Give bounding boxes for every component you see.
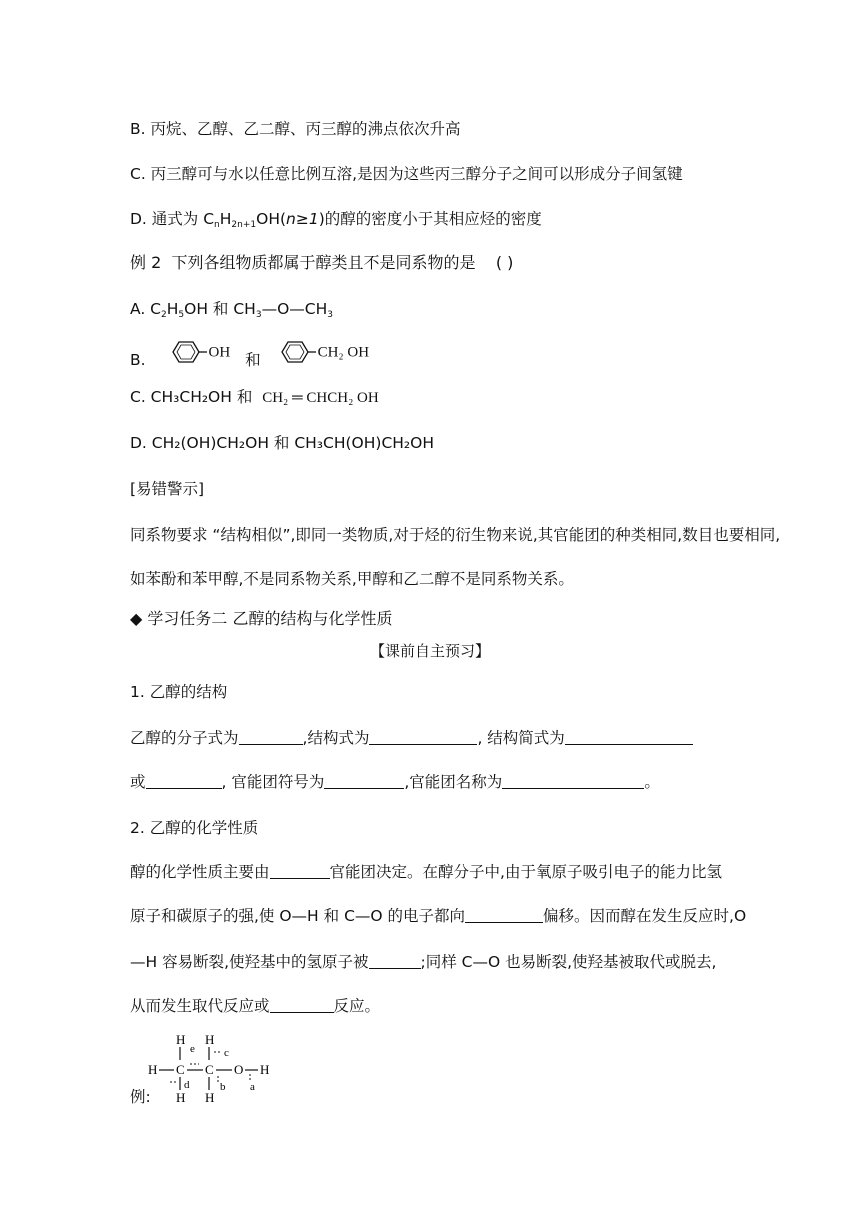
bond-label-b: b — [220, 1081, 226, 1093]
atom-h-bottom2: H — [205, 1090, 215, 1105]
example2-text: 下列各组物质都属于醇类且不是同系物的是 — [171, 253, 476, 272]
p2-a: 原子和碳原子的强,使 O—H 和 C—O 的电子都向 — [130, 907, 466, 925]
reaction-type-blank[interactable] — [270, 996, 334, 1013]
option-d-prefix: D. 通式为 C — [130, 210, 215, 228]
period: 。 — [644, 773, 660, 791]
p2-b: 偏移。因而醇在发生反应时,O — [543, 907, 747, 925]
opt-b-oh: OH — [208, 344, 231, 361]
functional-group-symbol-label: , 官能团符号为 — [221, 773, 325, 791]
option-d-h: H — [219, 210, 232, 228]
electron-shift-blank[interactable] — [465, 906, 543, 923]
option-d — [130, 208, 542, 236]
example2-option-c — [130, 386, 379, 409]
opt-a-oh: OH 和 CH — [184, 300, 256, 318]
bond-label-d: d — [184, 1079, 190, 1091]
opt-a-prefix: A. C — [130, 300, 162, 318]
opt-b-label: B. — [130, 350, 146, 369]
section1-title: 1. 乙醇的结构 — [130, 683, 228, 701]
functional-group-name-label: ,官能团名称为 — [404, 773, 503, 791]
atom-h-bottom1: H — [176, 1090, 186, 1105]
atom-c2: C — [205, 1062, 214, 1077]
condensed-formula-blank[interactable] — [565, 728, 693, 745]
functional-group-symbol-blank[interactable] — [324, 772, 404, 789]
condensed-formula-label: , 结构简式为 — [477, 729, 565, 747]
example2-label: 例 2 — [130, 253, 162, 272]
opt-b-ch2oh: CH₂ OH — [317, 344, 370, 361]
example2-option-b — [130, 336, 369, 370]
atom-h-top2: H — [205, 1032, 215, 1047]
or-label: 或 — [130, 773, 146, 791]
atom-h-right: H — [260, 1062, 270, 1077]
warning-line2: 如苯酚和苯甲醇,不是同系物关系,甲醇和乙二醇不是同系物关系。 — [130, 570, 574, 588]
atom-c1: C — [176, 1062, 185, 1077]
section2-p2 — [130, 905, 746, 927]
decisive-group-blank[interactable] — [270, 862, 330, 879]
p3-b: ;同样 C—O 也易断裂,使羟基被取代或脱去, — [420, 953, 717, 971]
opt-b-and: 和 — [245, 350, 261, 369]
structural-formula-blank[interactable] — [369, 728, 477, 745]
opt-c-formula: CH₂ ═ CHCH₂ OH — [262, 390, 379, 406]
p3-a: —H 容易断裂,使羟基中的氢原子被 — [130, 953, 369, 971]
p1-b: 官能团决定。在醇分子中,由于氧原子吸引电子的能力比氢 — [329, 863, 722, 881]
section1-row1 — [130, 727, 693, 749]
substitution-blank[interactable] — [369, 952, 421, 969]
option-d-sub: 2n+1 — [231, 220, 257, 230]
phenol-ring-icon — [165, 336, 209, 368]
example-label: 例: — [130, 1088, 151, 1106]
opt-a-h: H — [166, 300, 179, 318]
preview-heading: 【课前自主预习】 — [369, 642, 490, 660]
example2-question — [130, 252, 513, 274]
answer-paren: ( ) — [495, 253, 514, 272]
option-d-cond: n≥1 — [286, 210, 319, 228]
bond-label-e: e — [190, 1043, 195, 1055]
structural-formula-label: ,结构式为 — [302, 729, 370, 747]
bond-label-a: a — [250, 1081, 255, 1093]
molecular-formula-blank[interactable] — [239, 728, 303, 745]
section2-p3 — [130, 951, 716, 973]
bond-label-c: c — [224, 1047, 229, 1059]
example2-option-d: D. CH₂(OH)CH₂OH 和 CH₃CH(OH)CH₂OH — [130, 434, 434, 452]
p4-a: 从而发生取代反应或 — [130, 997, 270, 1015]
option-b: B. 丙烷、乙醇、乙二醇、丙三醇的沸点依次升高 — [130, 120, 461, 138]
section2-p4 — [130, 995, 380, 1017]
opt-c-text: C. CH₃CH₂OH 和 — [130, 388, 253, 406]
option-d-suffix: )的醇的密度小于其相应烃的密度 — [318, 210, 542, 228]
ethanol-bond-diagram — [144, 1030, 284, 1106]
p4-b: 反应。 — [333, 997, 381, 1015]
molecular-formula-label: 乙醇的分子式为 — [130, 729, 239, 747]
opt-a-ether: —O—CH — [261, 300, 328, 318]
atom-o: O — [234, 1062, 244, 1077]
alt-formula-blank[interactable] — [146, 772, 222, 789]
section2-p1 — [130, 861, 722, 883]
section1-row2 — [130, 771, 660, 793]
example2-option-a: A. $C_2H_5OH$ 和 $CH_3—O—CH_3$ — [130, 300, 333, 320]
p1-a: 醇的化学性质主要由 — [130, 863, 270, 881]
option-d-sub-n: n — [214, 220, 220, 230]
warning-line1: 同系物要求 “结构相似”,即同一类物质,对于烃的衍生物来说,其官能团的种类相同,数目也要相同, — [130, 526, 781, 544]
option-d-oh: OH( — [256, 210, 287, 228]
warning-title: [易错警示] — [130, 480, 205, 498]
atom-h-left: H — [148, 1062, 158, 1077]
functional-group-name-blank[interactable] — [502, 772, 644, 789]
section2-title: 2. 乙醇的化学性质 — [130, 819, 259, 837]
option-c: C. 丙三醇可与水以任意比例互溶,是因为这些丙三醇分子之间可以形成分子间氢键 — [130, 165, 683, 183]
benzyl-ring-icon — [274, 336, 318, 368]
task2-heading: ◆ 学习任务二 乙醇的结构与化学性质 — [130, 609, 393, 628]
atom-h-top1: H — [176, 1032, 186, 1047]
